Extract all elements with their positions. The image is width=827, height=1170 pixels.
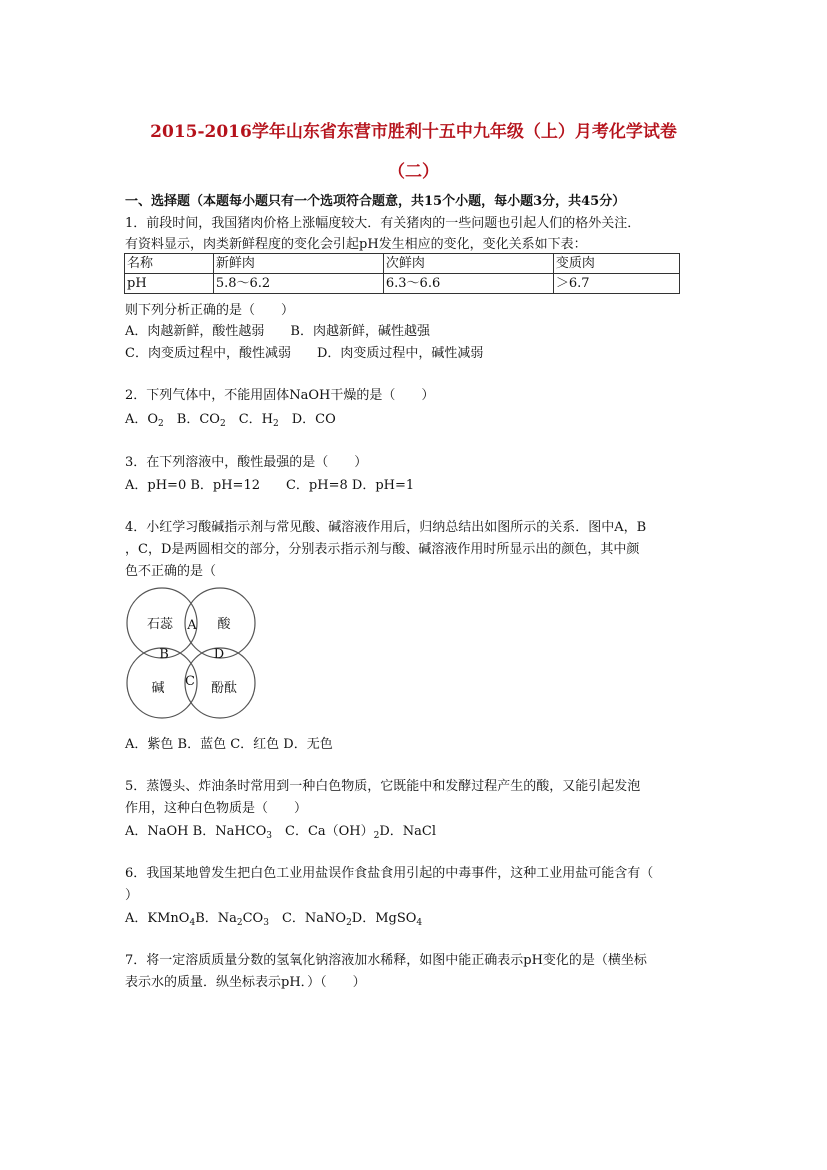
table-cell: 新鲜肉 [213,254,383,274]
subscript: 2 [219,419,226,429]
table-cell: 变质肉 [553,254,679,274]
venn-region-c: C [185,674,195,689]
q2-stem: 2．下列气体中，不能用固体NaOH干燥的是（ ） [125,388,435,403]
q6-option-b: B．Na [195,911,237,926]
paper-title: 2015-2016学年山东省东营市胜利十五中九年级（上）月考化学试卷 [150,122,677,142]
q6-stem-line1: 6．我国某地曾发生把白色工业用盐误作食盐食用引起的中毒事件，这种工业用盐可能含有（ [125,866,654,881]
q5-options [125,820,436,841]
q6-stem-line2: ） [125,888,139,903]
q5-option-c: C．Ca（OH） [272,824,374,839]
section-heading: 一、选择题（本题每小题只有一个选项符合题意，共15个小题，每小题3分，共45分） [125,194,626,209]
q4-stem-line2: ，C，D是两圆相交的部分，分别表示指示剂与酸、碱溶液作用时所显示出的颜色，其中颜 [125,542,640,557]
q1-stem-line1: 1．前段时间，我国猪肉价格上涨幅度较大．有关猪肉的一些问题也引起人们的格外关注． [125,216,641,231]
q6-option-a: A．KMnO [125,911,190,926]
venn-label-litmus: 石蕊 [146,617,174,632]
q3-stem: 3．在下列溶液中，酸性最强的是（ ） [125,455,368,470]
q2-option-a: A．O [125,412,159,427]
q5-option-ab: A．NaOH B．NaHCO [125,824,267,839]
subscript: 2 [373,831,380,841]
paper-title-part: （二） [388,162,439,182]
table-cell: 5.8～6.2 [213,274,383,294]
venn-region-d: D [213,647,225,662]
q4-stem-line3: 色不正确的是（ [125,564,217,579]
subscript: 4 [189,918,196,928]
q7-stem-line2: 表示水的质量．纵坐标表示pH．）（ ） [125,975,366,990]
table-cell: 6.3～6.6 [383,274,553,294]
q2-option-b: B．CO [163,412,220,427]
table-row [125,254,680,274]
subscript: 2 [158,419,164,429]
subscript: 2 [346,918,352,928]
table-cell: 名称 [125,254,214,274]
venn-label-acid: 酸 [217,617,231,632]
table-row [125,274,680,294]
q6-option-b-rest: CO [242,911,264,926]
q6-option-d: D．MgSO [351,911,417,926]
q6-option-c: C．NaNO [268,911,347,926]
subscript: 4 [416,918,423,928]
q1-options-ab: A．肉越新鲜，酸性越弱 B．肉越新鲜，碱性越强 [125,324,430,339]
q5-option-d: D．NaCl [379,824,437,839]
subscript: 3 [266,831,272,841]
venn-diagram [124,585,264,725]
venn-label-phenolphthalein: 酚酞 [210,681,238,696]
q5-stem-line1: 5．蒸馒头、炸油条时常用到一种白色物质，它既能中和发酵过程产生的酸，又能引起发泡 [125,779,641,794]
q7-stem-line1: 7．将一定溶质质量分数的氢氧化钠溶液加水稀释，如图中能正确表示pH变化的是（横坐标 [125,953,647,968]
subscript: 3 [263,918,269,928]
q1-stem-line2: 有资料显示，肉类新鲜程度的变化会引起pH发生相应的变化，变化关系如下表： [125,237,587,252]
venn-region-b: B [159,647,169,662]
table-cell: pH [125,274,214,294]
q4-stem-line1: 4．小红学习酸碱指示剂与常见酸、碱溶液作用后，归纳总结出如图所示的关系．图中A，B [125,520,647,535]
q6-options [125,907,422,928]
q5-stem-line2: 作用，这种白色物质是（ ） [125,801,308,816]
ph-table [124,253,680,294]
q2-option-d: D．CO [278,412,336,427]
table-cell: ＞6.7 [553,274,679,294]
q1-prompt: 则下列分析正确的是（ ） [125,303,295,318]
subscript: 2 [236,918,243,928]
subscript: 2 [272,419,279,429]
q2-option-c: C．H [225,412,273,427]
venn-label-base: 碱 [151,681,165,696]
q1-options-cd: C．肉变质过程中，酸性减弱 D．肉变质过程中，碱性减弱 [125,346,484,361]
table-cell: 次鲜肉 [383,254,553,274]
q4-options: A．紫色 B．蓝色 C．红色 D．无色 [125,737,333,752]
venn-region-a: A [187,618,197,633]
q3-options: A．pH=0 B．pH=12 C．pH=8 D．pH=1 [125,478,415,493]
q2-options [125,408,336,429]
